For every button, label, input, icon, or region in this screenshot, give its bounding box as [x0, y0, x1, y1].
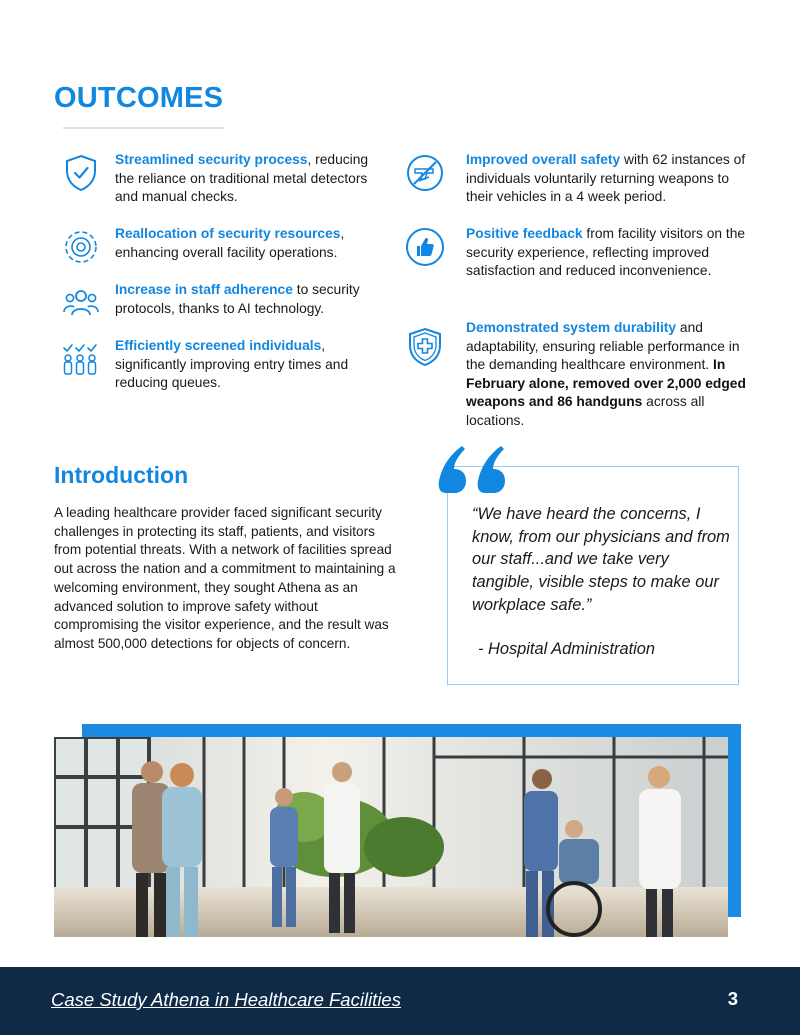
quote-attribution: - Hospital Administration	[478, 640, 656, 658]
outcome-item	[403, 151, 763, 207]
outcome-item	[59, 225, 389, 269]
outcome-text: Efficiently screened individuals, significantly improving entry times and reducing queues.	[115, 338, 349, 391]
checked-people-icon	[59, 337, 103, 381]
shield-check-icon	[59, 151, 103, 195]
shield-medical-icon	[403, 325, 447, 369]
introduction-body: A leading healthcare provider faced significant security challenges in protecting its staff, patients, and visitors from potential threats. With a network of facilities spread out across the nation and a commitment to maintaining a welcoming environment, they sought Athena as an advanced solution to improve safety without compromising the visitor experience, and the result was almost 500,000 detections for objects of concern.	[54, 505, 396, 651]
outcome-item	[59, 151, 389, 207]
heading-underline	[63, 127, 224, 129]
outcome-item	[59, 281, 389, 325]
footer-bar	[0, 967, 800, 1035]
outcome-item	[59, 337, 389, 393]
case-study-link[interactable]: Case Study Athena in Healthcare Facilities	[51, 989, 401, 1010]
quote-mark-icon	[438, 437, 514, 497]
thumbs-up-icon	[403, 225, 447, 269]
outcome-item	[403, 225, 763, 281]
outcome-text: Reallocation of security resources, enhancing overall facility operations.	[115, 226, 345, 260]
outcomes-heading: OUTCOMES	[54, 82, 224, 114]
outcome-text: Increase in staff adherence to security protocols, thanks to AI technology.	[115, 282, 360, 316]
people-group-icon	[59, 281, 103, 325]
no-weapons-icon	[403, 151, 447, 195]
introduction-heading: Introduction	[54, 462, 189, 488]
hospital-hallway-photo	[54, 737, 728, 937]
outcome-text: Improved overall safety with 62 instances of individuals voluntarily returning weapons to their vehicles in a 4 week period.	[466, 152, 746, 205]
outcome-text: Streamlined security process, reducing the reliance on traditional metal detectors and manual checks.	[115, 152, 369, 205]
quote-text: “We have heard the concerns, I know, from our physicians and from our staff...and we take very tangible, visible steps to make our workplace safe.”	[472, 505, 730, 614]
outcome-text: Demonstrated system durability and adaptability, ensuring reliable performance in the demanding healthcare environment. In February alone, removed over 2,000 edged weapons and 86 handguns across all locations.	[466, 320, 746, 428]
outcome-text: Positive feedback from facility visitors on the security experience, reflecting improved satisfaction and reduced inconvenience.	[466, 226, 746, 279]
outcome-item	[403, 319, 763, 431]
page-number: 3	[727, 988, 738, 1009]
gears-icon	[59, 225, 103, 269]
